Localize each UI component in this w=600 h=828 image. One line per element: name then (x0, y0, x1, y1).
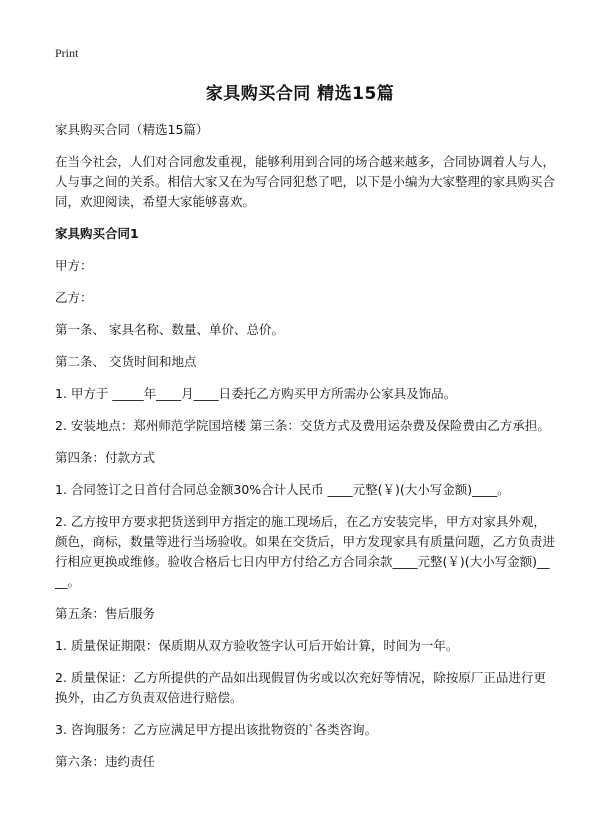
section-heading: 家具购买合同1 (55, 226, 139, 241)
article-2-item-1: 1. 甲方于 _____年____月____日委托乙方购买甲方所需办公家具及饰品。 (55, 386, 457, 401)
document-body (55, 120, 555, 784)
article-5-item-2: 2. 质量保证：乙方所提供的产品如出现假冒伪劣或以次充好等情况，除按原厂正品进行更换外，由乙方负责双倍进行赔偿。 (55, 670, 546, 705)
article-4-item-2: 2. 乙方按甲方要求把货送到甲方指定的施工现场后，在乙方安装完毕，甲方对家具外观，颜色，商标，数量等进行当场验收。如果在交货后，甲方发现家具有质量问题，乙方负责进行相应更换或维修。验收合格后七日内甲方付给乙方合同余款____元整(￥)(大小写金额)____。 (55, 514, 556, 589)
document-subtitle: 家具购买合同（精选15篇） (55, 122, 209, 137)
article-4-item-1: 1. 合同签订之日首付合同总金额30%合计人民币 ____元整(￥)(大小写金额)____。 (55, 482, 510, 497)
article-2-item-2: 2. 安装地点：郑州师范学院国培楼 第三条：交货方式及费用运杂费及保险费由乙方承担。 (55, 418, 550, 433)
party-a-line: 甲方： (55, 258, 93, 273)
party-b-line: 乙方： (55, 290, 93, 305)
article-2: 第二条、 交货时间和地点 (55, 354, 197, 369)
print-label: Print (55, 46, 79, 60)
article-5-item-3: 3. 咨询服务：乙方应满足甲方提出该批物资的`各类咨询。 (55, 722, 378, 737)
page-title: 家具购买合同 精选15篇 (205, 84, 395, 104)
article-5-item-1: 1. 质量保证期限：保质期从双方验收签字认可后开始计算，时间为一年。 (55, 638, 459, 653)
article-1: 第一条、 家具名称、数量、单价、总价。 (55, 322, 284, 337)
intro-paragraph: 在当今社会，人们对合同愈发重视，能够利用到合同的场合越来越多，合同协调着人与人，人与事之间的关系。相信大家又在为写合同犯愁了吧，以下是小编为大家整理的家具购买合同，欢迎阅读，希望大家能够喜欢。 (55, 154, 556, 209)
article-6: 第六条：违约责任 (55, 754, 156, 769)
article-5: 第五条：售后服务 (55, 606, 156, 621)
article-4: 第四条：付款方式 (55, 450, 156, 465)
